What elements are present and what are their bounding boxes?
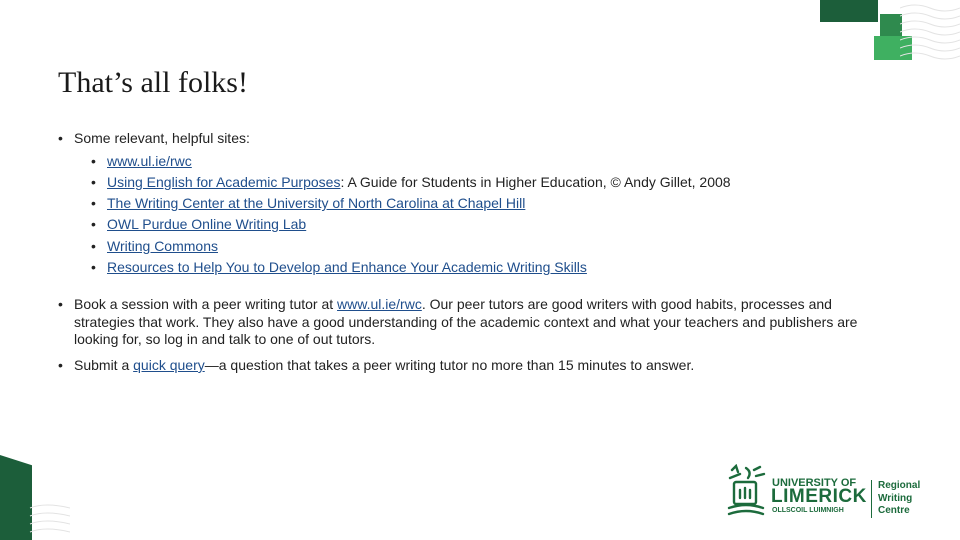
link-unc-writing-center[interactable]: The Writing Center at the University of North Carolina at Chapel Hill [107, 195, 526, 212]
list-item [58, 151, 888, 172]
list-item [58, 193, 888, 214]
query-text-before: Submit a [74, 356, 134, 373]
logo-centre-line: Writing [878, 492, 913, 504]
list-item [58, 257, 888, 278]
link-writing-commons[interactable]: Writing Commons [107, 237, 218, 254]
list-item-book-session [58, 296, 888, 349]
book-text-before: Book a session with a peer writing tutor at [74, 296, 338, 313]
list-item [58, 172, 888, 193]
link-ul-rwc[interactable]: www.ul.ie/rwc [107, 152, 192, 169]
link-writing-resources[interactable]: Resources to Help You to Develop and Enhance Your Academic Writing Skills [107, 258, 587, 275]
logo-divider [871, 480, 872, 518]
link-owl-purdue[interactable]: OWL Purdue Online Writing Lab [107, 216, 307, 233]
content-body [58, 128, 888, 374]
sites-intro: Some relevant, helpful sites: [74, 130, 250, 146]
logo-centre-line: Centre [878, 505, 910, 516]
list-item [58, 236, 888, 257]
corner-block-mid [880, 14, 902, 36]
logo-university-of: UNIVERSITY OF [772, 477, 857, 489]
query-text-after: —a question that takes a peer writing tutor no more than 15 minutes to answer. [204, 356, 695, 373]
list-item [58, 214, 888, 235]
book-text-after: . Our peer tutors are good writers with good habits, processes and strategies that work. They also have a good understanding of the academic context and what your teachers and publishers are looking for, so log in and talk to one of out tutors. [74, 296, 858, 348]
link-academic-english[interactable]: Using English for Academic Purposes [107, 173, 341, 190]
sites-list [58, 151, 888, 279]
list-item-quick-query [58, 357, 888, 375]
university-logo [726, 462, 936, 522]
page-title: That’s all folks! [58, 66, 248, 99]
logo-centre-line: Regional [878, 480, 921, 491]
corner-wave-pattern-bottom [0, 500, 70, 540]
corner-block-dark [820, 0, 878, 22]
corner-wave-pattern [900, 0, 960, 70]
logo-limerick: LIMERICK [771, 486, 867, 507]
logo-centre-name [878, 480, 938, 518]
link-book-rwc[interactable]: www.ul.ie/rwc [337, 296, 422, 313]
crest-icon [726, 464, 766, 520]
list-item-sites [58, 130, 888, 148]
logo-irish-name: OLLSCOIL LUIMNIGH [772, 507, 844, 514]
link-quick-query[interactable]: quick query [133, 356, 205, 373]
site-note: : A Guide for Students in Higher Education, © Andy Gillet, 2008 [340, 173, 731, 190]
